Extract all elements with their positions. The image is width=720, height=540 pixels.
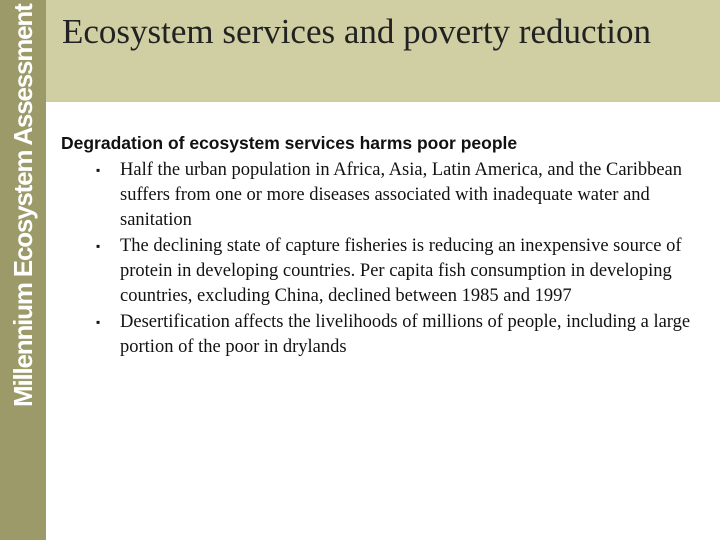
bullet-list — [61, 158, 701, 360]
slide-content — [61, 132, 701, 361]
square-bullet-icon: ▪ — [96, 239, 101, 253]
section-heading: Degradation of ecosystem services harms poor people — [61, 133, 518, 153]
brand-wordmark: Millennium Ecosystem Assessment — [8, 4, 38, 407]
bullet-item — [61, 158, 701, 233]
bullet-item — [61, 310, 701, 360]
bullet-item — [61, 234, 701, 309]
slide-title: Ecosystem services and poverty reduction — [62, 12, 651, 51]
brand-sidebar — [0, 0, 46, 540]
square-bullet-icon: ▪ — [96, 315, 101, 329]
bullet-text: The declining state of capture fisheries is reducing an inexpensive source of protein in developing countries. Per capita fish consumption in developing countries, excluding China, declined between 1985 and 1997 — [120, 236, 682, 306]
bullet-text: Half the urban population in Africa, Asia, Latin America, and the Caribbean suffers from one or more diseases associated with inadequate water and sanitation — [120, 160, 683, 230]
bullet-text: Desertification affects the livelihoods of millions of people, including a large portion of the poor in drylands — [120, 312, 691, 357]
title-band — [46, 0, 720, 102]
square-bullet-icon: ▪ — [96, 163, 101, 177]
